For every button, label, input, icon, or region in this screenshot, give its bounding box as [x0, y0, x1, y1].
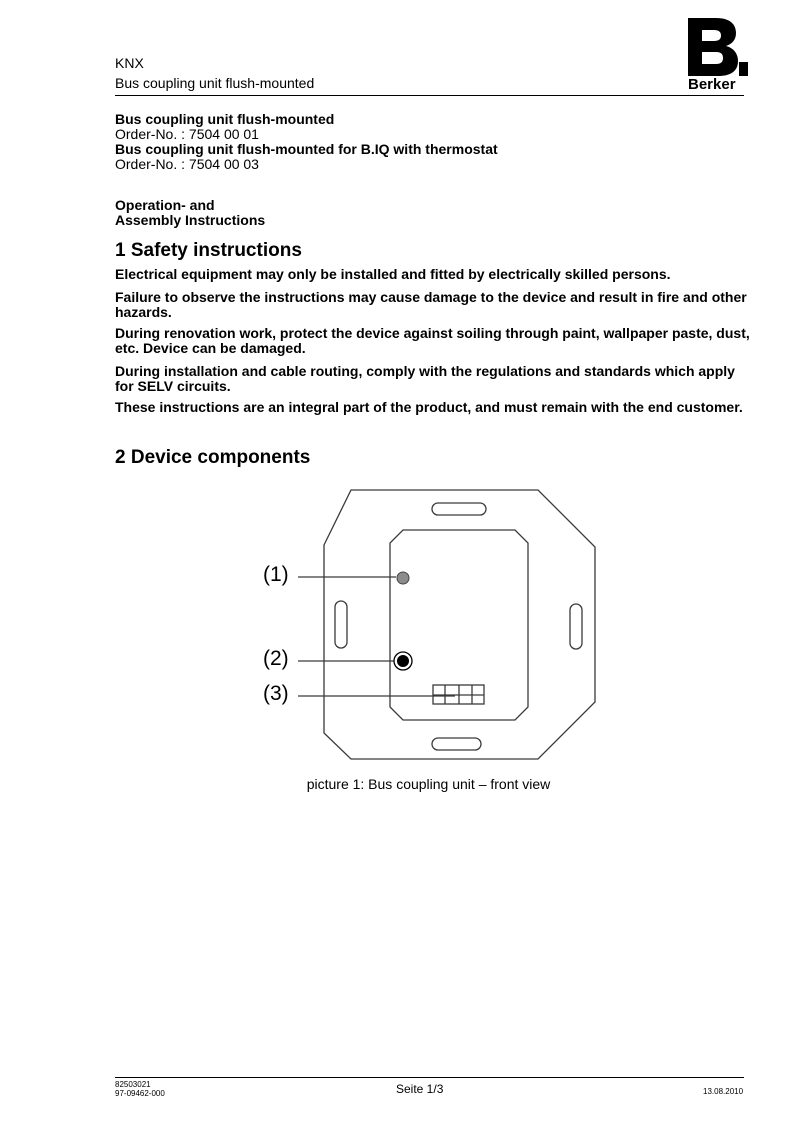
- component-label-3: (3): [263, 682, 289, 705]
- section-2-title: 2 Device components: [115, 447, 311, 468]
- safety-paragraph-5: These instructions are an integral part of the product, and must remain with the end customer.: [115, 399, 743, 415]
- header-line-2: Bus coupling unit flush-mounted: [115, 75, 315, 91]
- footer-code-2: 97-09462-000: [115, 1089, 165, 1098]
- header-rule: [115, 95, 744, 96]
- programming-led: [397, 572, 409, 584]
- product-title-2: Bus coupling unit flush-mounted for B.IQ with thermostat: [115, 141, 498, 157]
- berker-logo-word: Berker: [688, 76, 736, 93]
- section-1-title: 1 Safety instructions: [115, 240, 302, 261]
- left-mounting-slot: [335, 601, 347, 648]
- top-mounting-slot: [432, 503, 486, 515]
- footer-date: 13.08.2010: [703, 1087, 744, 1096]
- bottom-mounting-slot: [432, 738, 481, 750]
- order-number-2: Order-No. : 7504 00 03: [115, 156, 259, 172]
- right-mounting-slot: [570, 604, 582, 649]
- component-label-1: (1): [263, 563, 289, 586]
- figure-caption: picture 1: Bus coupling unit – front view: [306, 776, 551, 792]
- page-number: Seite 1/3: [396, 1082, 444, 1096]
- doc-type-line-1: Operation- and: [115, 197, 215, 213]
- safety-paragraph-1: Electrical equipment may only be installed and fitted by electrically skilled persons.: [115, 266, 671, 282]
- device-front-view-figure: [255, 485, 605, 765]
- header-line-1: KNX: [115, 55, 144, 71]
- device-drawing: [255, 485, 605, 765]
- safety-paragraph-3: During renovation work, protect the device against soiling through paint, wallpaper paste, dust, etc. Device can be damaged.: [115, 325, 750, 356]
- safety-paragraph-2: Failure to observe the instructions may cause damage to the device and result in fire and other hazards.: [115, 289, 747, 320]
- footer-code-1: 82503021: [115, 1080, 151, 1089]
- berker-logo-icon: [686, 16, 748, 78]
- order-number-1: Order-No. : 7504 00 01: [115, 126, 259, 142]
- doc-type-line-2: Assembly Instructions: [115, 212, 266, 228]
- component-label-2: (2): [263, 647, 289, 670]
- product-title-1: Bus coupling unit flush-mounted: [115, 111, 335, 127]
- safety-paragraph-4: During installation and cable routing, comply with the regulations and standards which apply for SELV circuits.: [115, 363, 735, 394]
- footer-rule: [115, 1077, 744, 1078]
